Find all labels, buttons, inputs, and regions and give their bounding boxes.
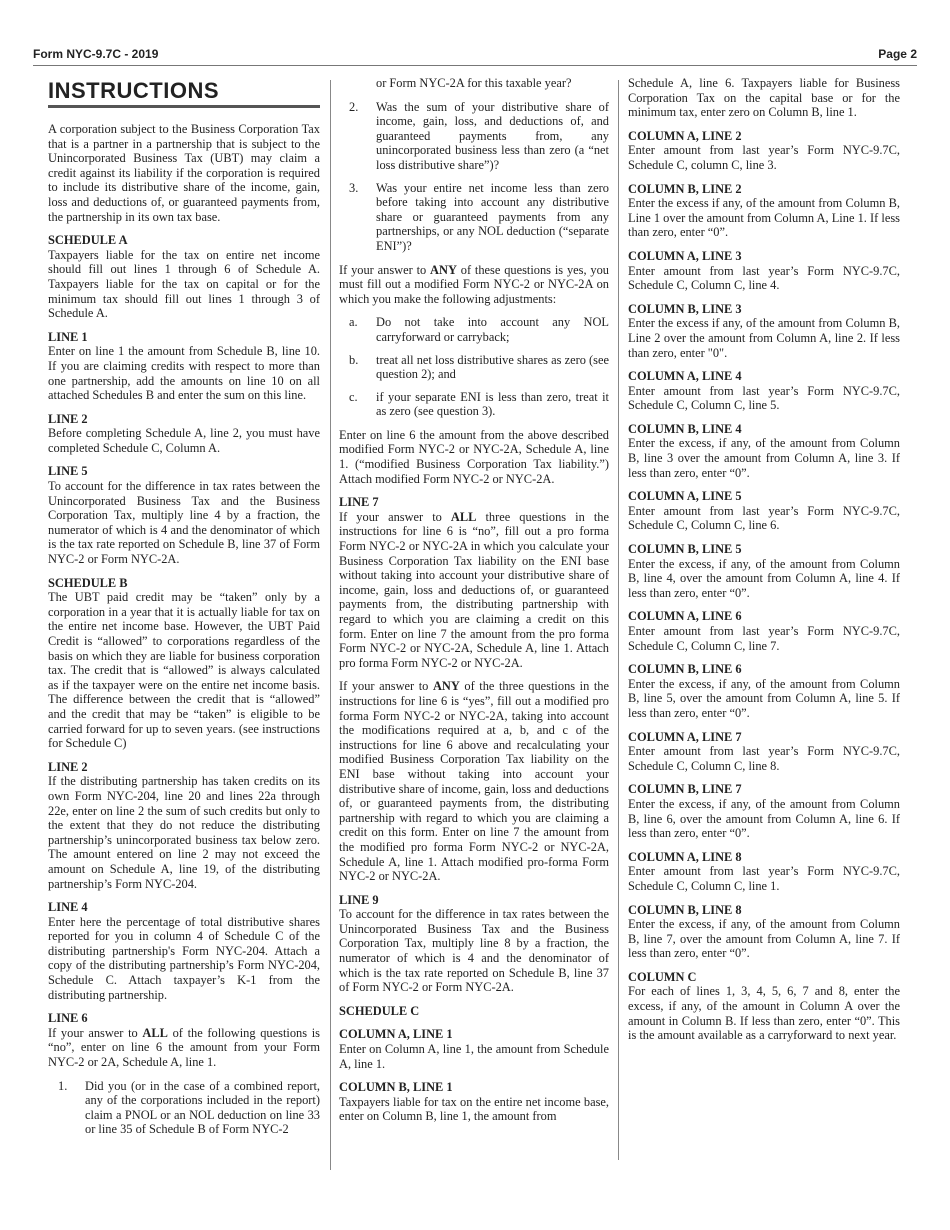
section-text: Enter the excess, if any, of the amount from Column B, line 4, over the amount from Column A, line 4. If less than zero, enter “0”. (628, 556, 900, 600)
section-heading: COLUMN A, LINE 3 (628, 248, 742, 263)
section-b-line-4 (48, 900, 320, 1002)
section-col-b-line-6 (628, 662, 900, 720)
section-heading: COLUMN B, LINE 6 (628, 662, 742, 677)
section-col-b-line-8 (628, 903, 900, 961)
list-item: a. Do not take into account any NOL carryforward or carryback; (349, 315, 609, 344)
section-col-b-line-7 (628, 782, 900, 840)
section-text: Enter the excess, if any, of the amount from Column B, line 7, over the amount from Column A, line 7. If less than zero, enter “0”. (628, 917, 900, 961)
section-col-a-line-3 (628, 249, 900, 293)
section-text: Enter amount from last year’s Form NYC-9.7C, Schedule C, Column C, line 5. (628, 383, 900, 413)
form-id: Form NYC-9.7C - 2019 (33, 47, 159, 61)
section-text: Taxpayers liable for the tax on entire net income should fill out lines 1 through 6 of Schedule A. Taxpayers liable for the tax on capital or for the minimum tax should fill out lines 1 through 3 of Schedule A. (48, 247, 320, 321)
section-text: Enter amount from last year’s Form NYC-9.7C, Schedule C, Column C, line 1. (628, 864, 900, 893)
section-a-line-5 (48, 464, 320, 566)
any-paragraph: If your answer to ANY of these questions is yes, you must fill out a modified Form NYC-2 or NYC-2A on which you make the following adjustments: (339, 262, 609, 306)
section-heading: COLUMN B, LINE 3 (628, 301, 742, 316)
section-heading: COLUMN B, LINE 5 (628, 542, 742, 557)
section-text: Enter the excess, if any, of the amount from Column B, line 5, over the amount from Column A, line 5. If less than zero, enter “0”. (628, 676, 900, 720)
enter-line-6-paragraph: Enter on line 6 the amount from the above described modified Form NYC-2 or NYC-2A, Schedule A, line 1. (“modified Business Corporation Tax liability.”) Attach modified Form NYC-2 or NYC-2A. (339, 427, 609, 486)
column-3 (628, 76, 900, 1052)
line-7-any-paragraph: If your answer to ANY of the three questions in the instructions for line 6 is “yes”, fill out a modified pro forma Form NYC-2 or NYC-2A, taking into account the modifications required at a, b, and c of the instructions for line 6 above and recalculating your modified Business Corporation Tax liability on the ENI base without taking into account your distributive share of income, gain, loss and deductions of, or guaranteed payments from, the distributing partnership with regard to which you are claiming a credit on this form. Enter on line 7 the amount from the modified pro forma Form NYC-2 or NYC-2A, Schedule A, line 1. Attach modified pro-forma Form NYC-2 or NYC-2A. (339, 679, 609, 884)
section-text: Enter the excess, if any, of the amount from Column B, line 6, over the amount from Column A, line 6. If less than zero, enter “0”. (628, 796, 900, 841)
section-heading: LINE 9 (339, 892, 379, 907)
question-continuation: or Form NYC-2A for this taxable year? (376, 76, 572, 90)
section-heading: COLUMN C (628, 969, 697, 984)
section-col-b-line-1 (339, 1080, 609, 1124)
question-list (339, 100, 609, 254)
section-text: Enter the excess if any, of the amount from Column B, Line 2 over the amount from Column A, line 2. If less than zero, enter "0". (628, 316, 900, 360)
section-b-line-2 (48, 760, 320, 891)
section-schedule-c (339, 1004, 609, 1019)
section-text: Enter the excess, if any, of the amount from Column B, line 3 over the amount from Column A, line 3. If less than zero, enter “0”. (628, 436, 900, 480)
section-col-a-line-8 (628, 850, 900, 894)
section-heading: COLUMN A, LINE 5 (628, 489, 742, 504)
section-col-b-line-3 (628, 302, 900, 360)
section-col-b-line-5 (628, 542, 900, 600)
section-schedule-a (48, 233, 320, 321)
column-divider (330, 80, 331, 1170)
section-heading: LINE 7 (339, 495, 379, 510)
section-heading: LINE 1 (48, 329, 88, 344)
page-header (33, 47, 917, 66)
section-heading: COLUMN A, LINE 7 (628, 729, 742, 744)
list-item: 3. Was your entire net income less than zero before taking into account any distributive share or guaranteed payments from any partnerships, or any NOL deduction (“separate ENI”)? (349, 180, 609, 253)
section-heading: SCHEDULE A (48, 233, 128, 248)
section-heading: COLUMN A, LINE 1 (339, 1027, 453, 1042)
section-heading: COLUMN A, LINE 8 (628, 849, 742, 864)
section-a-line-1 (48, 330, 320, 403)
section-col-b-line-4 (628, 422, 900, 480)
section-heading: COLUMN B, LINE 1 (339, 1080, 453, 1095)
section-heading: COLUMN A, LINE 6 (628, 609, 742, 624)
list-item: 1. Did you (or in the case of a combined report, any of the corporations included in the report) claim a PNOL or an NOL deduction on line 33 or line 35 of Schedule B of Form NYC-2 (58, 1078, 320, 1137)
section-a-line-2 (48, 412, 320, 456)
column-2 (339, 76, 609, 1133)
section-col-a-line-2 (628, 129, 900, 173)
section-a-line-6 (48, 1011, 320, 1069)
section-text: For each of lines 1, 3, 4, 5, 6, 7 and 8, enter the excess, if any, of the amount in Column A over the amount in Column B. If less than zero, enter “0”. This is the amount available as a carryforward to next year. (628, 984, 900, 1043)
section-text: If your answer to ALL three questions in the instructions for line 6 is “no”, fill out a pro forma Form NYC-2 or NYC-2A in which you calculate your Business Corporation Tax liability on the ENI base without taking into account your distributive share of income, gain, loss and deductions of, or guaranteed payments from, the distributing partnership with regard to which you are claiming a credit on this form. Enter on line 7 the amount from the pro forma Form NYC-2 or NYC-2A, Schedule A, line 1. Attach pro forma Form NYC-2 or NYC-2A. (339, 509, 609, 670)
list-item: c. if your separate ENI is less than zero, treat it as zero (see question 3). (349, 389, 609, 419)
section-heading: LINE 4 (48, 900, 88, 915)
page-number: Page 2 (878, 47, 917, 61)
column-divider (618, 80, 619, 1160)
section-text: Enter amount from last year’s Form NYC-9.7C, Schedule C, column C, line 3. (628, 143, 900, 172)
section-text: Enter amount from last year’s Form NYC-9.7C, Schedule C, Column C, line 4. (628, 263, 900, 293)
section-text: Taxpayers liable for tax on the entire net income base, enter on Column B, line 1, the amount from (339, 1094, 609, 1124)
section-text: Enter on line 1 the amount from Schedule B, line 10. If you are claiming credits with respect to more than one partnership, add the amounts on line 10 on all attached Schedules B and enter the sum on this line. (48, 344, 320, 403)
col-b-line-1-continuation: Schedule A, line 6. Taxpayers liable for Business Corporation Tax on the capital base or for the minimum tax, enter zero on Column B, line 1. (628, 76, 900, 120)
list-item: b. treat all net loss distributive shares as zero (see question 2); and (349, 352, 609, 382)
section-text: Enter here the percentage of total distributive shares reported for you in column 4 of Schedule C of the distributing partnership's Form NYC-204. Attach a copy of the distributing partnership’s Form NYC-204, Schedule C. Attach taxpayer’s K-1 from the distributing partnership. (48, 914, 320, 1002)
section-text: Enter amount from last year’s Form NYC-9.7C, Schedule C, Column C, line 6. (628, 503, 900, 533)
section-col-a-line-1 (339, 1027, 609, 1071)
section-heading: COLUMN B, LINE 4 (628, 421, 742, 436)
section-text: To account for the difference in tax rates between the Unincorporated Business Tax and the Business Corporation Tax, multiply line 4 by a fraction, the numerator of which is 4 and the denominator of which is the tax rate reported on Schedule B, line 37 of Form NYC-2 or Form NYC-2A. (48, 479, 320, 567)
section-col-a-line-6 (628, 609, 900, 653)
section-text: If the distributing partnership has taken credits on its own Form NYC-204, line 20 and lines 22a through 22e, enter on line 2 the sum of such credits but only to the extent that they do not reduce the distributing partnership’s unincorporated business tax below zero. The amount entered on line 2 may not exceed the amount on Schedule A, line 19, of the distributing partnership’s Form NYC-204. (48, 774, 320, 891)
section-schedule-b (48, 576, 320, 751)
section-col-a-line-4 (628, 369, 900, 413)
question-list (48, 1079, 320, 1137)
section-heading: LINE 6 (48, 1011, 88, 1026)
section-text: To account for the difference in tax rates between the Unincorporated Business Tax and the Business Corporation Tax, multiply line 8 by a fraction, the numerator of which is 4 and the denominator of which is the tax rate reported on Schedule B, line 37 of Form NYC-2 or Form NYC-2A. (339, 907, 609, 995)
section-heading: LINE 2 (48, 411, 88, 426)
section-text: If your answer to ALL of the following questions is “no”, enter on line 6 the amount from your Form NYC-2 or 2A, Schedule A, line 1. (48, 1025, 320, 1070)
intro-paragraph: A corporation subject to the Business Corporation Tax that is a partner in a partnership that is subject to the Unincorporated Business Tax (UBT) may claim a credit against its liability if the corporation is required to include its distributive share of the income, gain, loss and deductions of, or guaranteed payments from, the partnership in its own tax base. (48, 122, 320, 224)
section-heading: SCHEDULE C (339, 1003, 420, 1018)
list-item: 2. Was the sum of your distributive share of income, gain, loss, and deductions of, and guaranteed payments from, any unincorporated business less than zero (a “net loss distributive share”)? (349, 99, 609, 172)
section-text: Before completing Schedule A, line 2, you must have completed Schedule C, Column A. (48, 426, 320, 455)
section-heading: COLUMN A, LINE 2 (628, 128, 742, 143)
page-title: INSTRUCTIONS (48, 78, 320, 108)
section-text: Enter on Column A, line 1, the amount from Schedule A, line 1. (339, 1042, 609, 1071)
section-text: Enter the excess if any, of the amount from Column B, Line 1 over the amount from Column A, Line 1. If less than zero, enter “0”. (628, 196, 900, 240)
section-heading: COLUMN B, LINE 8 (628, 902, 742, 917)
section-heading: COLUMN B, LINE 7 (628, 782, 742, 797)
section-col-a-line-5 (628, 489, 900, 533)
section-heading: SCHEDULE B (48, 575, 128, 590)
section-text: Enter amount from last year’s Form NYC-9.7C, Schedule C, Column C, line 7. (628, 624, 900, 653)
section-heading: LINE 2 (48, 759, 88, 774)
section-heading: COLUMN B, LINE 2 (628, 181, 742, 196)
section-heading: COLUMN A, LINE 4 (628, 369, 742, 384)
section-a-line-9 (339, 893, 609, 995)
section-text: Enter amount from last year’s Form NYC-9.7C, Schedule C, Column C, line 8. (628, 744, 900, 773)
column-1 (48, 76, 320, 1146)
section-text: The UBT paid credit may be “taken” only by a corporation in a year that it is actually liable for tax on the entire net income base. However, the UBT Paid Credit is “allowed” to corporations regardless of the basis on which they are liable for business corporation tax. The credit that is “allowed” is always calculated as if the taxpayer were on the entire net income basis. The difference between the credit that is “allowed” and the credit that may be “taken” is eligible to be carried forward for up to seven years. (see instructions for Schedule C) (48, 590, 320, 751)
section-column-c (628, 970, 900, 1043)
section-a-line-7 (339, 495, 609, 670)
section-col-a-line-7 (628, 730, 900, 774)
section-heading: LINE 5 (48, 464, 88, 479)
section-col-b-line-2 (628, 182, 900, 240)
adjustment-list (339, 315, 609, 419)
